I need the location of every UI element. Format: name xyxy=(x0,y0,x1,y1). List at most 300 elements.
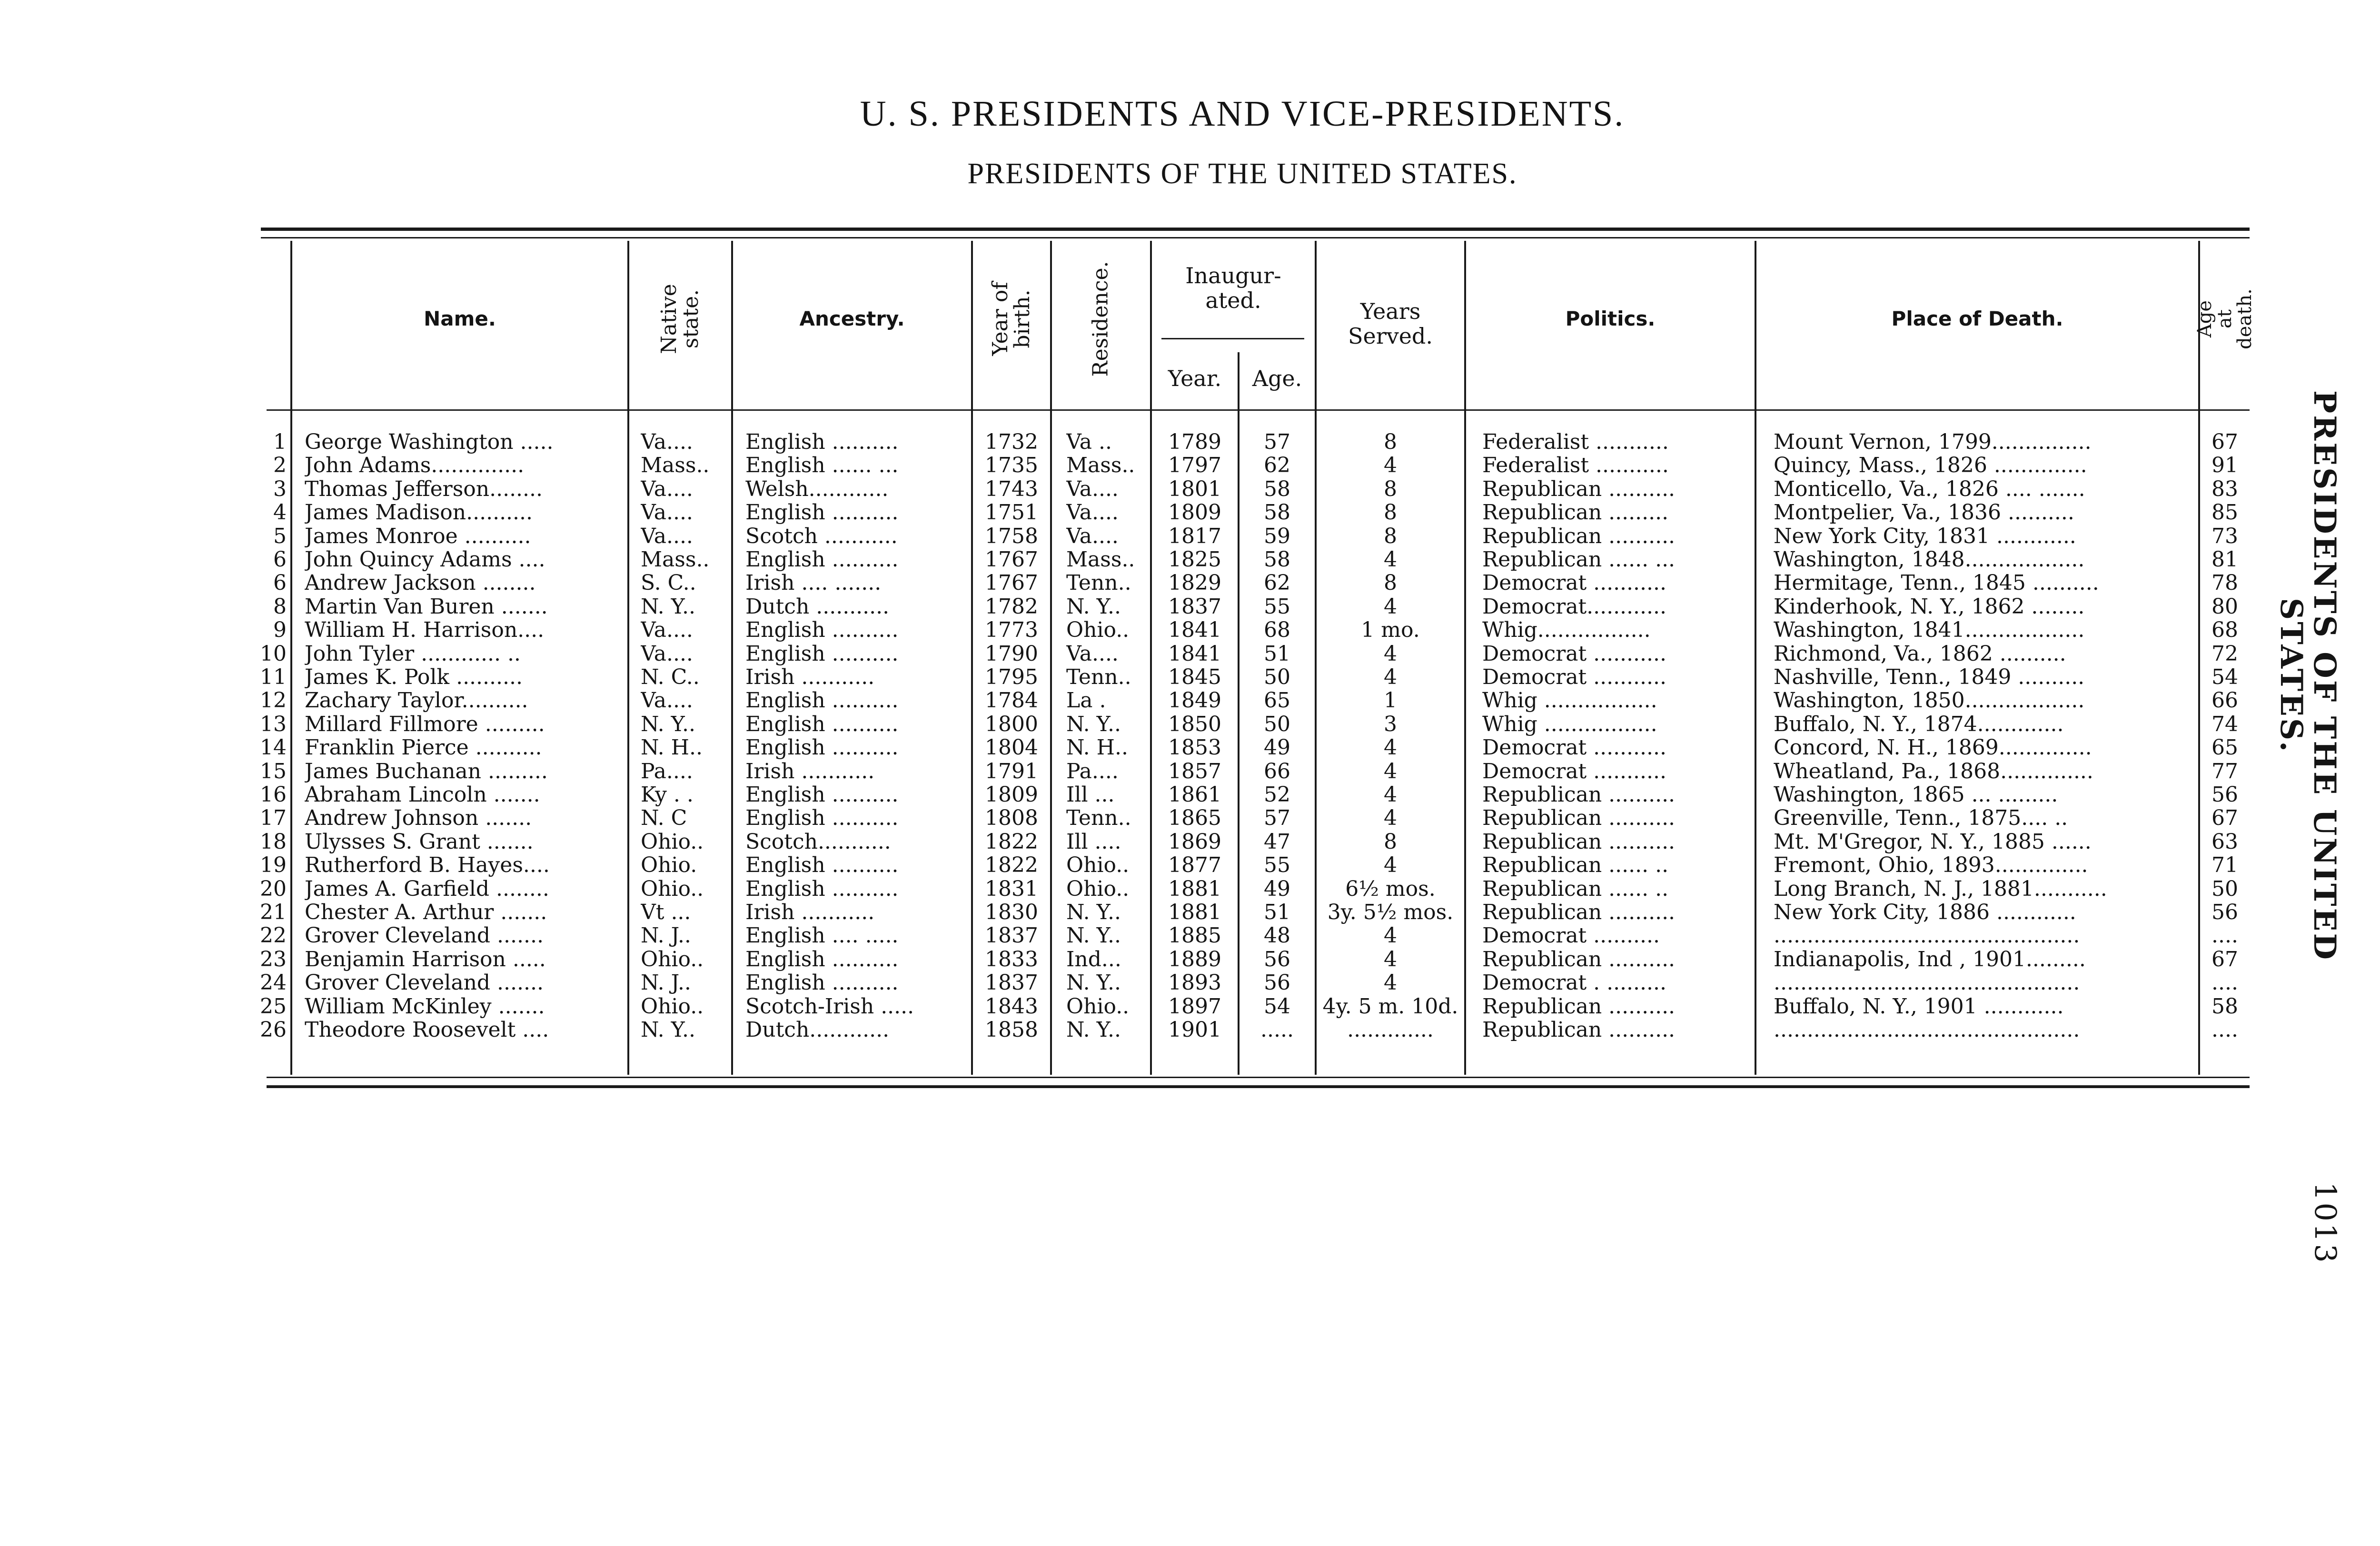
table-row xyxy=(0,665,2380,689)
cell-residence: Va .. xyxy=(1066,430,1112,454)
cell-age: 48 xyxy=(1264,924,1290,948)
cell-age: 50 xyxy=(1264,665,1290,689)
top-rule-thick xyxy=(261,228,2250,231)
cell-name: George Washington ..... xyxy=(305,430,554,454)
cell-num: 11 xyxy=(260,665,287,689)
header-ancestry: Ancestry. xyxy=(799,307,905,330)
cell-state: N. J.. xyxy=(641,924,691,948)
cell-ancestry: English .... ..... xyxy=(745,924,899,948)
cell-year: 1850 xyxy=(1168,712,1221,736)
cell-ancestry: Irish ........... xyxy=(745,759,875,783)
cell-state: Ohio.. xyxy=(641,947,704,971)
cell-age: 58 xyxy=(1264,501,1290,525)
header-age-at-death: Age at death. xyxy=(2194,288,2256,349)
cell-death-age: 56 xyxy=(2211,901,2238,924)
table-row xyxy=(0,877,2380,901)
cell-year: 1881 xyxy=(1168,901,1221,924)
cell-birth: 1800 xyxy=(985,712,1038,736)
cell-name: James K. Polk .......... xyxy=(305,665,523,689)
cell-age: 51 xyxy=(1264,642,1290,665)
cell-age: 58 xyxy=(1264,477,1290,501)
cell-residence: Ohio.. xyxy=(1066,994,1130,1018)
cell-year: 1861 xyxy=(1168,783,1221,806)
cell-death-age: 63 xyxy=(2211,830,2238,853)
header-politics: Politics. xyxy=(1565,307,1656,330)
cell-state: Ohio.. xyxy=(641,830,704,853)
cell-served: 3y. 5½ mos. xyxy=(1327,901,1454,924)
cell-year: 1801 xyxy=(1168,477,1221,501)
cell-residence: Va.... xyxy=(1066,501,1119,525)
cell-death-age: .... xyxy=(2211,1018,2238,1041)
cell-age: 56 xyxy=(1264,971,1290,995)
cell-num: 1 xyxy=(273,430,287,454)
cell-num: 22 xyxy=(260,924,287,948)
cell-state: Va.... xyxy=(641,430,693,454)
table-row xyxy=(0,548,2380,571)
cell-residence: Ohio.. xyxy=(1066,853,1130,877)
cell-num: 17 xyxy=(260,806,287,830)
cell-politics: Whig................. xyxy=(1482,618,1651,642)
cell-death-place: Richmond, Va., 1862 .......... xyxy=(1774,642,2066,665)
page-title: U. S. PRESIDENTS AND VICE-PRESIDENTS. xyxy=(860,94,1625,134)
cell-name: Grover Cleveland ....... xyxy=(305,971,544,995)
cell-state: Vt ... xyxy=(641,901,691,924)
cell-ancestry: Irish ........... xyxy=(745,901,875,924)
cell-num: 16 xyxy=(260,783,287,806)
cell-name: Benjamin Harrison ..... xyxy=(305,947,546,971)
header-rule xyxy=(267,409,2250,411)
cell-name: Martin Van Buren ....... xyxy=(305,595,548,618)
cell-death-age: 77 xyxy=(2211,759,2238,783)
table-row xyxy=(0,713,2380,736)
cell-year: 1877 xyxy=(1168,853,1221,877)
cell-death-age: 68 xyxy=(2211,618,2238,642)
cell-served: ............. xyxy=(1347,1018,1434,1041)
inaugurated-subrule xyxy=(1161,338,1304,339)
cell-ancestry: English .......... xyxy=(745,783,899,806)
cell-age: 55 xyxy=(1264,853,1290,877)
cell-death-age: 66 xyxy=(2211,689,2238,713)
cell-politics: Republican ...... .. xyxy=(1482,877,1669,901)
bottom-rule-thin xyxy=(267,1077,2250,1078)
cell-state: Ohio.. xyxy=(641,994,704,1018)
cell-year: 1837 xyxy=(1168,595,1221,618)
cell-served: 4y. 5 m. 10d. xyxy=(1322,994,1458,1018)
cell-ancestry: English .......... xyxy=(745,712,899,736)
cell-death-age: 67 xyxy=(2211,430,2238,454)
cell-num: 14 xyxy=(260,736,287,760)
cell-death-place: Washington, 1841.................. xyxy=(1774,618,2085,642)
table-row xyxy=(0,454,2380,477)
cell-name: William H. Harrison.... xyxy=(305,618,545,642)
cell-birth: 1743 xyxy=(985,477,1038,501)
cell-state: N. C xyxy=(641,806,687,830)
cell-birth: 1791 xyxy=(985,759,1038,783)
cell-name: James A. Garfield ........ xyxy=(305,877,549,901)
cell-politics: Republican .......... xyxy=(1482,901,1676,924)
header-inaugurated: Inaugur- ated. xyxy=(1185,263,1281,313)
cell-residence: Va.... xyxy=(1066,524,1119,548)
table-row xyxy=(0,642,2380,665)
cell-residence: N. Y.. xyxy=(1066,924,1121,948)
cell-served: 4 xyxy=(1384,454,1397,477)
cell-state: S. C.. xyxy=(641,571,696,595)
table-row xyxy=(0,830,2380,853)
cell-birth: 1767 xyxy=(985,548,1038,571)
cell-age: 55 xyxy=(1264,595,1290,618)
table-row xyxy=(0,501,2380,524)
cell-death-age: 73 xyxy=(2211,524,2238,548)
cell-residence: Tenn.. xyxy=(1066,571,1131,595)
cell-name: John Adams.............. xyxy=(305,454,525,477)
header-year-of-birth: Year of birth. xyxy=(988,282,1034,356)
cell-birth: 1808 xyxy=(985,806,1038,830)
cell-birth: 1790 xyxy=(985,642,1038,665)
cell-politics: Federalist ........... xyxy=(1482,430,1669,454)
cell-age: 62 xyxy=(1264,571,1290,595)
cell-birth: 1830 xyxy=(985,901,1038,924)
cell-birth: 1837 xyxy=(985,924,1038,948)
cell-state: Va.... xyxy=(641,477,693,501)
cell-served: 4 xyxy=(1384,642,1397,665)
table-row xyxy=(0,477,2380,501)
cell-ancestry: English .......... xyxy=(745,430,899,454)
cell-birth: 1758 xyxy=(985,524,1038,548)
cell-politics: Democrat ........... xyxy=(1482,571,1666,595)
table-row xyxy=(0,806,2380,830)
cell-residence: N. H.. xyxy=(1066,736,1129,760)
table-row xyxy=(0,430,2380,454)
cell-served: 4 xyxy=(1384,665,1397,689)
cell-name: Andrew Johnson ....... xyxy=(305,806,532,830)
cell-name: John Tyler ............ .. xyxy=(305,642,521,665)
table-row xyxy=(0,971,2380,994)
cell-year: 1897 xyxy=(1168,994,1221,1018)
cell-death-age: 71 xyxy=(2211,853,2238,877)
cell-name: Abraham Lincoln ....... xyxy=(305,783,540,806)
cell-age: 59 xyxy=(1264,524,1290,548)
cell-death-place: Mount Vernon, 1799............... xyxy=(1774,430,2092,454)
header-native-state: Native state. xyxy=(657,284,703,354)
cell-served: 4 xyxy=(1384,853,1397,877)
cell-name: Chester A. Arthur ....... xyxy=(305,901,547,924)
cell-age: 49 xyxy=(1264,877,1290,901)
cell-served: 4 xyxy=(1384,806,1397,830)
cell-death-place: Long Branch, N. J., 1881........... xyxy=(1774,877,2107,901)
cell-birth: 1751 xyxy=(985,501,1038,525)
cell-year: 1885 xyxy=(1168,924,1221,948)
cell-ancestry: English .......... xyxy=(745,618,899,642)
cell-state: Mass.. xyxy=(641,454,710,477)
cell-death-place: .............................................. xyxy=(1774,924,2080,948)
cell-residence: N. Y.. xyxy=(1066,712,1121,736)
cell-name: Millard Fillmore ......... xyxy=(305,712,545,736)
header-residence: Residence. xyxy=(1089,261,1113,377)
cell-death-age: 72 xyxy=(2211,642,2238,665)
cell-age: 47 xyxy=(1264,830,1290,853)
cell-residence: Mass.. xyxy=(1066,454,1135,477)
cell-death-age: 65 xyxy=(2211,736,2238,760)
cell-ancestry: English ...... ... xyxy=(745,454,899,477)
table-row xyxy=(0,571,2380,595)
cell-state: Va.... xyxy=(641,618,693,642)
cell-name: Franklin Pierce .......... xyxy=(305,736,542,760)
cell-num: 24 xyxy=(260,971,287,995)
cell-death-place: Washington, 1865 ... ......... xyxy=(1774,783,2058,806)
header-years-served: Years Served. xyxy=(1348,298,1433,349)
cell-residence: Tenn.. xyxy=(1066,806,1131,830)
table-row xyxy=(0,689,2380,712)
cell-death-age: .... xyxy=(2211,971,2238,995)
cell-residence: Ill .... xyxy=(1066,830,1121,853)
cell-ancestry: English .......... xyxy=(745,548,899,571)
cell-name: Theodore Roosevelt .... xyxy=(305,1018,549,1041)
cell-served: 8 xyxy=(1384,524,1397,548)
cell-ancestry: Dutch ........... xyxy=(745,595,890,618)
cell-served: 8 xyxy=(1384,571,1397,595)
header-inaug-age: Age. xyxy=(1252,366,1302,391)
cell-ancestry: English .......... xyxy=(745,853,899,877)
bottom-rule-thick xyxy=(267,1085,2250,1088)
cell-politics: Republican ......... xyxy=(1482,501,1669,525)
cell-num: 15 xyxy=(260,759,287,783)
cell-ancestry: English .......... xyxy=(745,501,899,525)
cell-year: 1881 xyxy=(1168,877,1221,901)
cell-politics: Federalist ........... xyxy=(1482,454,1669,477)
cell-politics: Democrat ........... xyxy=(1482,642,1666,665)
cell-residence: Tenn.. xyxy=(1066,665,1131,689)
cell-ancestry: Scotch........... xyxy=(745,830,891,853)
cell-year: 1841 xyxy=(1168,642,1221,665)
cell-num: 6 xyxy=(273,548,287,571)
cell-death-age: 85 xyxy=(2211,501,2238,525)
cell-year: 1869 xyxy=(1168,830,1221,853)
cell-num: 5 xyxy=(273,524,287,548)
cell-age: 68 xyxy=(1264,618,1290,642)
cell-served: 6½ mos. xyxy=(1345,877,1436,901)
cell-name: James Monroe .......... xyxy=(305,524,531,548)
cell-residence: La . xyxy=(1066,689,1106,713)
cell-name: James Buchanan ......... xyxy=(305,759,548,783)
cell-ancestry: English .......... xyxy=(745,947,899,971)
cell-birth: 1809 xyxy=(985,783,1038,806)
table-row xyxy=(0,736,2380,759)
cell-ancestry: English .......... xyxy=(745,736,899,760)
cell-year: 1809 xyxy=(1168,501,1221,525)
cell-state: Ky . . xyxy=(641,783,694,806)
cell-death-place: .............................................. xyxy=(1774,971,2080,995)
cell-age: 66 xyxy=(1264,759,1290,783)
cell-year: 1789 xyxy=(1168,430,1221,454)
cell-politics: Republican ...... ... xyxy=(1482,548,1676,571)
cell-served: 1 mo. xyxy=(1361,618,1420,642)
cell-state: Va.... xyxy=(641,524,693,548)
cell-ancestry: English .......... xyxy=(745,689,899,713)
cell-state: Ohio. xyxy=(641,853,697,877)
cell-politics: Republican .......... xyxy=(1482,783,1676,806)
cell-num: 3 xyxy=(273,477,287,501)
cell-birth: 1833 xyxy=(985,947,1038,971)
cell-residence: Va.... xyxy=(1066,642,1119,665)
table-row xyxy=(0,924,2380,947)
cell-death-age: 50 xyxy=(2211,877,2238,901)
cell-politics: Republican .......... xyxy=(1482,806,1676,830)
cell-name: Zachary Taylor.......... xyxy=(305,689,528,713)
cell-served: 8 xyxy=(1384,830,1397,853)
cell-state: Mass.. xyxy=(641,548,710,571)
cell-residence: Ind... xyxy=(1066,947,1121,971)
cell-residence: Va.... xyxy=(1066,477,1119,501)
cell-state: Ohio.. xyxy=(641,877,704,901)
table-row xyxy=(0,525,2380,548)
cell-death-place: Indianapolis, Ind , 1901......... xyxy=(1774,947,2086,971)
cell-ancestry: Dutch............ xyxy=(745,1018,890,1041)
cell-age: 50 xyxy=(1264,712,1290,736)
cell-politics: Republican .......... xyxy=(1482,994,1676,1018)
cell-residence: Ohio.. xyxy=(1066,877,1130,901)
cell-state: Va.... xyxy=(641,642,693,665)
cell-served: 4 xyxy=(1384,971,1397,995)
cell-served: 8 xyxy=(1384,430,1397,454)
table-row xyxy=(0,595,2380,618)
cell-num: 12 xyxy=(260,689,287,713)
cell-politics: Democrat .......... xyxy=(1482,924,1660,948)
cell-num: 20 xyxy=(260,877,287,901)
cell-age: 52 xyxy=(1264,783,1290,806)
cell-residence: N. Y.. xyxy=(1066,1018,1121,1041)
cell-state: N. Y.. xyxy=(641,595,696,618)
cell-politics: Republican .......... xyxy=(1482,524,1676,548)
cell-birth: 1732 xyxy=(985,430,1038,454)
cell-served: 4 xyxy=(1384,783,1397,806)
header-name: Name. xyxy=(424,307,496,330)
cell-birth: 1804 xyxy=(985,736,1038,760)
cell-death-place: Mt. M'Gregor, N. Y., 1885 ...... xyxy=(1774,830,2092,853)
cell-name: William McKinley ....... xyxy=(305,994,545,1018)
cell-year: 1829 xyxy=(1168,571,1221,595)
cell-served: 8 xyxy=(1384,477,1397,501)
cell-num: 4 xyxy=(273,501,287,525)
cell-year: 1865 xyxy=(1168,806,1221,830)
cell-num: 6 xyxy=(273,571,287,595)
cell-served: 4 xyxy=(1384,595,1397,618)
cell-year: 1901 xyxy=(1168,1018,1221,1041)
cell-death-age: 91 xyxy=(2211,454,2238,477)
cell-death-place: Washington, 1850.................. xyxy=(1774,689,2085,713)
cell-death-place: Greenville, Tenn., 1875.... .. xyxy=(1774,806,2068,830)
cell-birth: 1773 xyxy=(985,618,1038,642)
cell-birth: 1822 xyxy=(985,853,1038,877)
cell-year: 1893 xyxy=(1168,971,1221,995)
cell-state: N. H.. xyxy=(641,736,703,760)
cell-death-place: Wheatland, Pa., 1868.............. xyxy=(1774,759,2093,783)
cell-death-place: Montpelier, Va., 1836 .......... xyxy=(1774,501,2074,525)
cell-num: 26 xyxy=(260,1018,287,1041)
cell-death-place: Monticello, Va., 1826 .... ....... xyxy=(1774,477,2085,501)
table-row xyxy=(0,995,2380,1018)
cell-ancestry: English .......... xyxy=(745,877,899,901)
cell-death-place: Kinderhook, N. Y., 1862 ........ xyxy=(1774,595,2085,618)
cell-politics: Democrat............ xyxy=(1482,595,1666,618)
cell-death-place: New York City, 1886 ............ xyxy=(1774,901,2076,924)
side-running-title: PRESIDENTS OF THE UNITED STATES. xyxy=(2273,390,2342,961)
cell-death-place: .............................................. xyxy=(1774,1018,2080,1041)
cell-state: N. Y.. xyxy=(641,1018,696,1041)
cell-age: 65 xyxy=(1264,689,1290,713)
cell-state: N. Y.. xyxy=(641,712,696,736)
cell-served: 3 xyxy=(1384,712,1397,736)
cell-ancestry: Scotch ........... xyxy=(745,524,898,548)
cell-name: Thomas Jefferson........ xyxy=(305,477,543,501)
cell-death-age: 54 xyxy=(2211,665,2238,689)
cell-num: 2 xyxy=(273,454,287,477)
cell-death-age: 56 xyxy=(2211,783,2238,806)
cell-ancestry: Scotch-Irish ..... xyxy=(745,994,914,1018)
cell-birth: 1782 xyxy=(985,595,1038,618)
table-row xyxy=(0,618,2380,642)
cell-birth: 1795 xyxy=(985,665,1038,689)
cell-year: 1857 xyxy=(1168,759,1221,783)
cell-year: 1889 xyxy=(1168,947,1221,971)
cell-state: Va.... xyxy=(641,689,693,713)
cell-death-place: Buffalo, N. Y., 1874............. xyxy=(1774,712,2064,736)
cell-residence: N. Y.. xyxy=(1066,595,1121,618)
cell-birth: 1822 xyxy=(985,830,1038,853)
page-number: 1013 xyxy=(2308,1182,2343,1265)
cell-birth: 1784 xyxy=(985,689,1038,713)
table-row xyxy=(0,948,2380,971)
cell-birth: 1735 xyxy=(985,454,1038,477)
cell-served: 4 xyxy=(1384,759,1397,783)
cell-death-place: Buffalo, N. Y., 1901 ............ xyxy=(1774,994,2064,1018)
cell-ancestry: English .......... xyxy=(745,971,899,995)
cell-num: 8 xyxy=(273,595,287,618)
cell-death-place: Quincy, Mass., 1826 .............. xyxy=(1774,454,2087,477)
table-row xyxy=(0,1018,2380,1041)
cell-death-age: 83 xyxy=(2211,477,2238,501)
cell-politics: Republican .......... xyxy=(1482,477,1676,501)
cell-age: 57 xyxy=(1264,806,1290,830)
cell-death-age: 81 xyxy=(2211,548,2238,571)
cell-death-age: 74 xyxy=(2211,712,2238,736)
cell-death-age: 67 xyxy=(2211,947,2238,971)
cell-state: N. J.. xyxy=(641,971,691,995)
cell-politics: Democrat ........... xyxy=(1482,665,1666,689)
cell-state: N. C.. xyxy=(641,665,700,689)
cell-name: Rutherford B. Hayes.... xyxy=(305,853,550,877)
cell-birth: 1831 xyxy=(985,877,1038,901)
cell-served: 4 xyxy=(1384,548,1397,571)
cell-ancestry: Irish .... ....... xyxy=(745,571,882,595)
cell-politics: Whig ................. xyxy=(1482,712,1657,736)
cell-age: 62 xyxy=(1264,454,1290,477)
cell-age: 54 xyxy=(1264,994,1290,1018)
cell-year: 1797 xyxy=(1168,454,1221,477)
cell-age: 56 xyxy=(1264,947,1290,971)
cell-state: Pa.... xyxy=(641,759,693,783)
cell-death-place: Concord, N. H., 1869.............. xyxy=(1774,736,2092,760)
table-row xyxy=(0,760,2380,783)
cell-death-place: New York City, 1831 ............ xyxy=(1774,524,2076,548)
cell-served: 4 xyxy=(1384,924,1397,948)
cell-ancestry: English .......... xyxy=(745,806,899,830)
cell-ancestry: Irish ........... xyxy=(745,665,875,689)
cell-num: 23 xyxy=(260,947,287,971)
cell-residence: Mass.. xyxy=(1066,548,1135,571)
cell-death-place: Nashville, Tenn., 1849 .......... xyxy=(1774,665,2085,689)
cell-ancestry: English .......... xyxy=(745,642,899,665)
cell-politics: Democrat ........... xyxy=(1482,759,1666,783)
